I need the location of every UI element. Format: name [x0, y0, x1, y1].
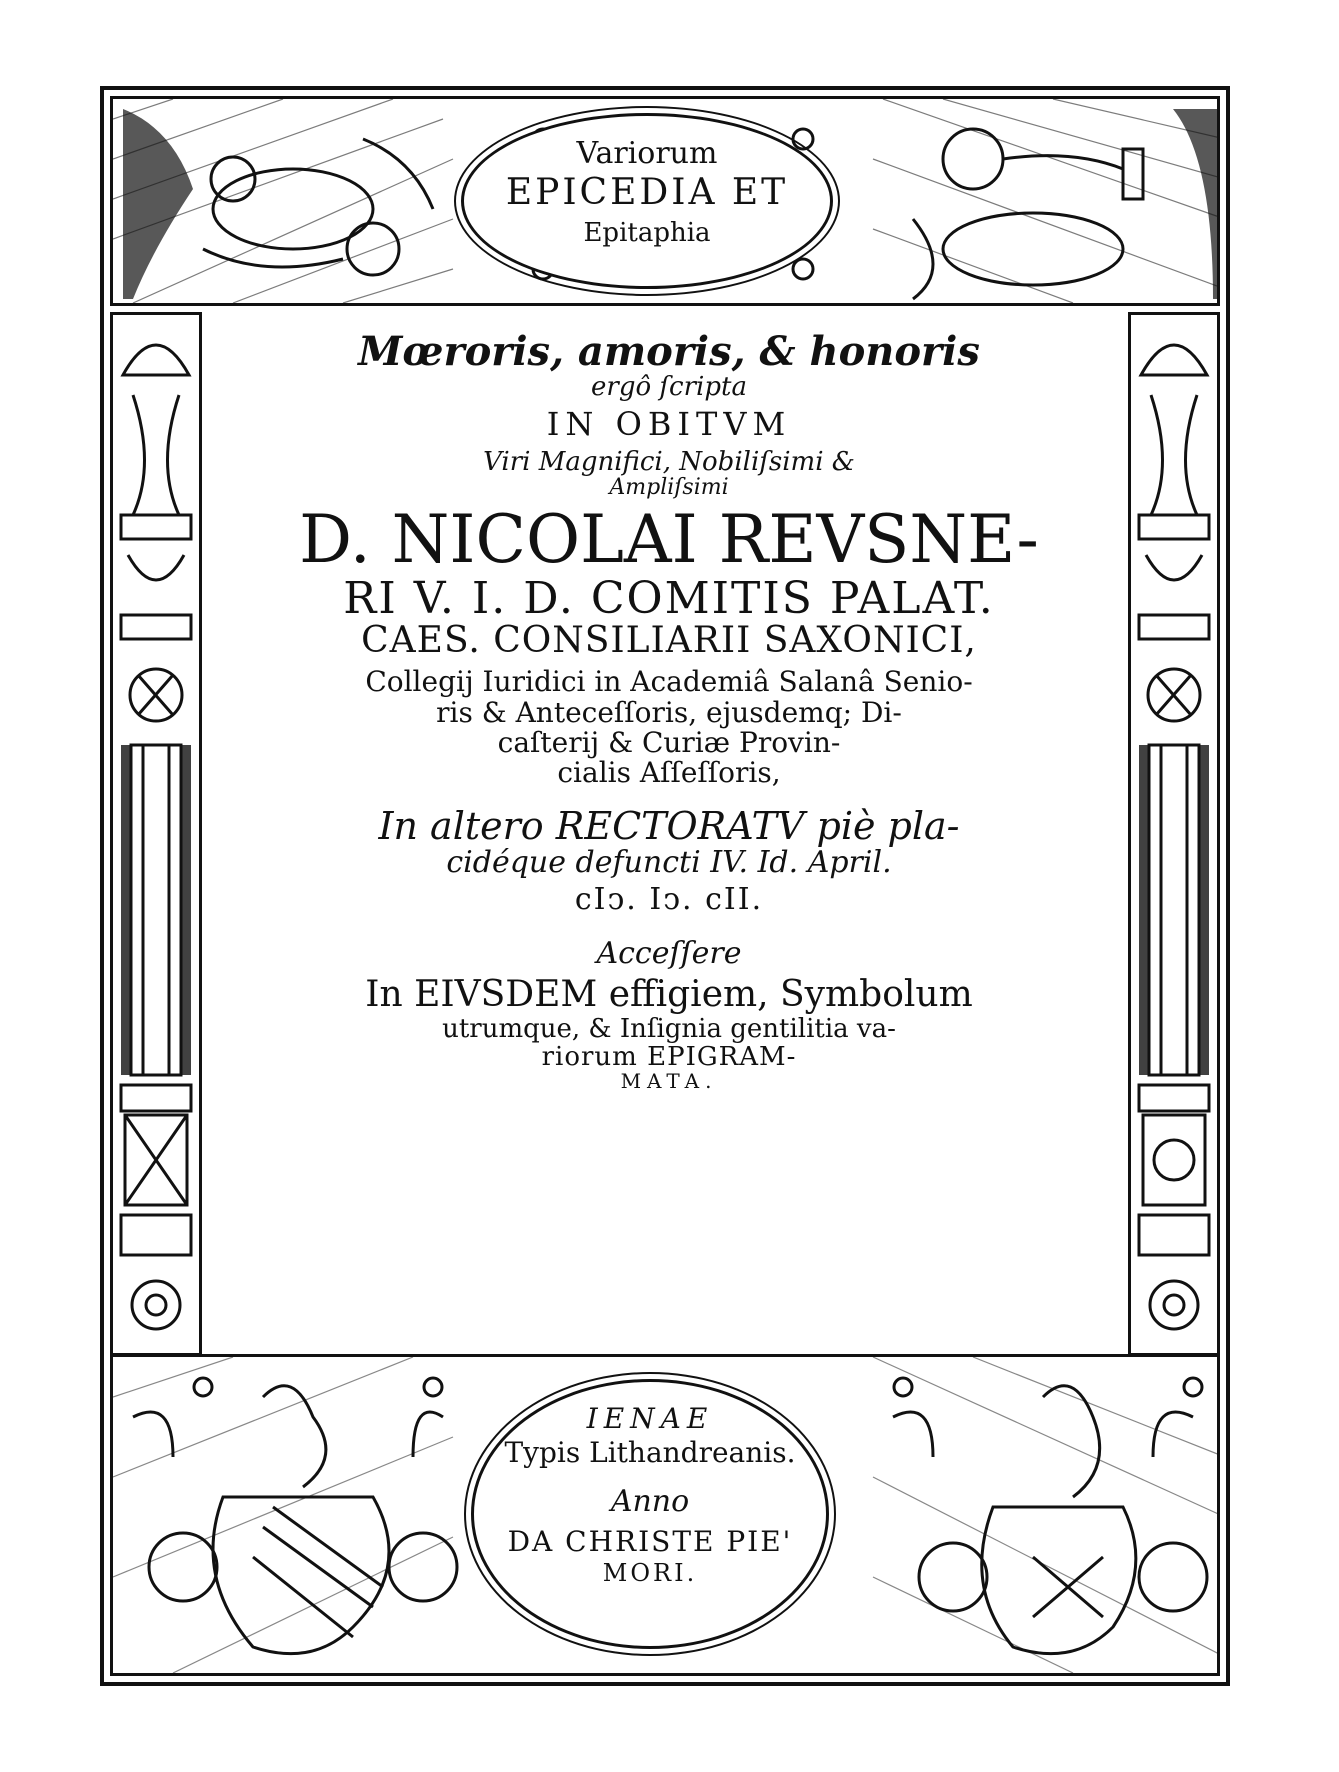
title-line-viri-magnifici: Viri Magnifici, Nobiliſsimi &: [483, 446, 855, 477]
title-line-comitis-palat: RI V. I. D. COMITIS PALAT.: [343, 572, 995, 624]
title-line-in-obitum: IN OBITVM: [546, 405, 792, 444]
title-line-utrumque: utrumque, & Inſignia gentilitia va-: [442, 1014, 896, 1045]
title-line-moeroris: Mœroris, amoris, & honoris: [358, 328, 980, 375]
bottom-cartouche: [471, 1379, 829, 1649]
title-line-nicolai-reusne: D. NICOLAI REVSNE-: [299, 500, 1039, 578]
title-line-rectoratu: In altero RECTORATV piè pla-: [378, 804, 960, 849]
title-line-eiusdem: In EIVSDEM effigiem, Symbolum: [365, 974, 973, 1016]
imprint-ienae: IENAE: [586, 1402, 714, 1435]
cartouche-epicedia: EPICEDIA ET: [505, 172, 789, 214]
left-pillar-ornament: [110, 312, 202, 1356]
top-ornament-band: [110, 96, 1220, 306]
title-line-amplissimi: Ampliſsimi: [609, 474, 729, 500]
title-line-collegij: Collegij Iuridici in Academiâ Salanâ Senio-: [365, 665, 973, 699]
title-line-casterij: caſterij & Curiæ Provin-: [497, 725, 841, 759]
imprint-motto: DA CHRISTE PIE': [507, 1524, 793, 1558]
top-cartouche: [461, 113, 833, 289]
title-line-defuncti: cidéque defuncti IV. Id. April.: [446, 845, 892, 881]
title-line-assessoris: cialis Aſſeſſoris,: [557, 756, 781, 789]
title-page-frame: [100, 86, 1230, 1686]
title-text-block: [214, 326, 1124, 1354]
left-column-woodcut: [113, 315, 199, 1353]
cartouche-epitaphia: Epitaphia: [583, 218, 711, 249]
title-line-antecessoris: ris & Anteceſſoris, ejusdemq; Di-: [436, 695, 902, 729]
title-line-ergo-scripta: ergô ſcripta: [591, 372, 747, 403]
bottom-ornament-band: [110, 1354, 1220, 1676]
title-line-accessere: Acceſſere: [596, 936, 742, 972]
right-pillar-ornament: [1128, 312, 1220, 1356]
imprint-mori: MORI.: [602, 1559, 698, 1588]
title-line-consiliarii: CAES. CONSILIARII SAXONICI,: [361, 620, 977, 662]
right-column-woodcut: [1131, 315, 1217, 1353]
imprint-anno: Anno: [610, 1484, 690, 1520]
title-line-mata: MATA.: [620, 1069, 718, 1094]
cartouche-variorum: Variorum: [576, 136, 718, 171]
title-line-year: cIↄ. Iↄ. cII.: [574, 881, 764, 917]
imprint-typis: Typis Lithandreanis.: [504, 1436, 796, 1470]
title-line-variorum-epigram: riorum EPIGRAM-: [541, 1042, 797, 1073]
